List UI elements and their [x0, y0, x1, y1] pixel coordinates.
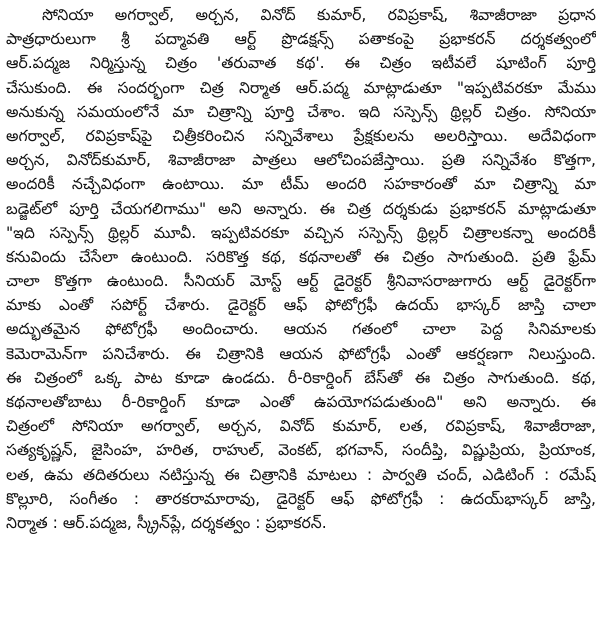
article-line: నిర్మాత : ఆర్.పద్మజ, స్క్రీన్‌ప్లే, దర్శకత్వం : ప్రభాకరన్. — [6, 513, 327, 532]
article-line: ఆర్.పద్మజ నిర్మిస్తున్న చిత్రం 'తరువాత కథ'. ఈ చిత్రం ఇటీవలే షూటింగ్ పూర్తి — [6, 54, 596, 73]
article-line: లత, ఉమ తదితరులు నటిస్తున్న ఈ చిత్రానికి మాటలు : పార్వతి చంద్, ఎడిటింగ్ : రమేష్ — [6, 465, 596, 484]
article-line: "ఇది సస్పెన్స్ థ్రిల్లర్ మూవీ. ఇప్పటివరకూ వచ్చిన సస్పెన్స్ థ్రిల్లర్ చిత్రాలకన్నా అందరికీ — [6, 223, 596, 242]
article-line: అర్చన, వినోద్‌కుమార్, శివాజీరాజా పాత్రలు ఆలోచింపజేస్తాయి. ప్రతి సన్నివేశం కొత్తగా, — [6, 151, 596, 170]
article-line: కనువిందు చేసేలా ఉంటుంది. సరికొత్త కథ, కథనాలతో ఈ చిత్రం సాగుతుంది. ప్రతి ఫ్రేమ్ — [6, 247, 596, 266]
article-line: మాకు ఎంతో సపోర్ట్ చేశారు. డైరెక్టర్ ఆఫ్ ఫోటోగ్రఫీ ఉదయ్ భాస్కర్ జాస్తి చాలా — [6, 296, 596, 315]
article-line: చేసుకుంది. ఈ సందర్భంగా చిత్ర నిర్మాత ఆర్.పద్మ మాట్లాడుతూ "ఇప్పటివరకూ మేము — [6, 78, 596, 97]
article-line: బడ్జెట్‌లో పూర్తి చేయగలిగాము" అని అన్నారు. ఈ చిత్ర దర్శకుడు ప్రభాకరన్ మాట్లాడుతూ — [6, 199, 596, 218]
article-line: చాలా కొత్తగా ఉంటుంది. సీనియర్ మోస్ట్ ఆర్ట్ డైరెక్టర్ శ్రీనివాసరాజుగారు ఆర్ట్ డైరెక్టర్‌గా — [6, 272, 596, 291]
article-line: సోనియా అగర్వాల్, అర్చన, వినోద్ కుమార్, రవిప్రకాష్, శివాజీరాజా ప్రధాన — [42, 6, 596, 24]
article-line: పాత్రధారులుగా శ్రీ పద్మావతి ఆర్ట్ ప్రొడక్షన్స్ పతాకంపై ప్రభాకరన్ దర్శకత్వంలో — [6, 30, 596, 49]
article-line: కెమెరామెన్‌గా పనిచేశారు. ఈ చిత్రానికి ఆయన ఫోటోగ్రఫీ ఎంతో ఆకర్షణగా నిలుస్తుంది. — [6, 344, 596, 363]
article-line: ఈ చిత్రంలో ఒక్క పాట కూడా ఉండదు. రీ-రికార్డింగ్ బేస్‌తో ఈ చిత్రం సాగుతుంది. కథ, — [6, 368, 596, 387]
article-line: అనుకున్న సమయంలోనే మా చిత్రాన్ని పూర్తి చేశాం. ఇది సస్పెన్స్ థ్రిల్లర్ చిత్రం. సోనియా — [6, 102, 596, 121]
article-line: కొల్లూరి, సంగీతం : తారకరామారావు, డైరెక్టర్ ఆఫ్ ఫోటోగ్రఫీ : ఉదయ్‌భాస్కర్ జాస్తి, — [6, 489, 596, 508]
article-line: అగర్వాల్, రవిప్రకాష్‌పై చిత్రీకరించిన సన్నివేశాలు ప్రేక్షకులను అలరిస్తాయి. అదేవిధంగా — [6, 126, 596, 145]
article-line: కథనాలతోబాటు రీ-రికార్డింగ్ కూడా ఎంతో ఉపయోగపడుతుంది" అని అన్నారు. ఈ — [6, 393, 596, 411]
article-line: సత్యకృష్ణన్, జైసింహ, హరిత, రాహుల్, వెంకట్, భగవాన్, సందీప్తి, విష్ణుప్రియ, ప్రియాంక, — [6, 441, 596, 460]
article-line: అద్భుతమైన ఫోటోగ్రఫీ అందించారు. ఆయన గతంలో చాలా పెద్ద సినిమాలకు — [6, 320, 596, 339]
article-line: చిత్రంలో సోనియా అగర్వాల్, అర్చన, వినోద్ కుమార్, లత, రవిప్రకాష్, శివాజీరాజా, — [6, 417, 596, 436]
article-line: అందరికీ నచ్చేవిధంగా ఉంటాయి. మా టీమ్ అందరి సహకారంతో మా చిత్రాన్ని మా — [6, 175, 596, 194]
